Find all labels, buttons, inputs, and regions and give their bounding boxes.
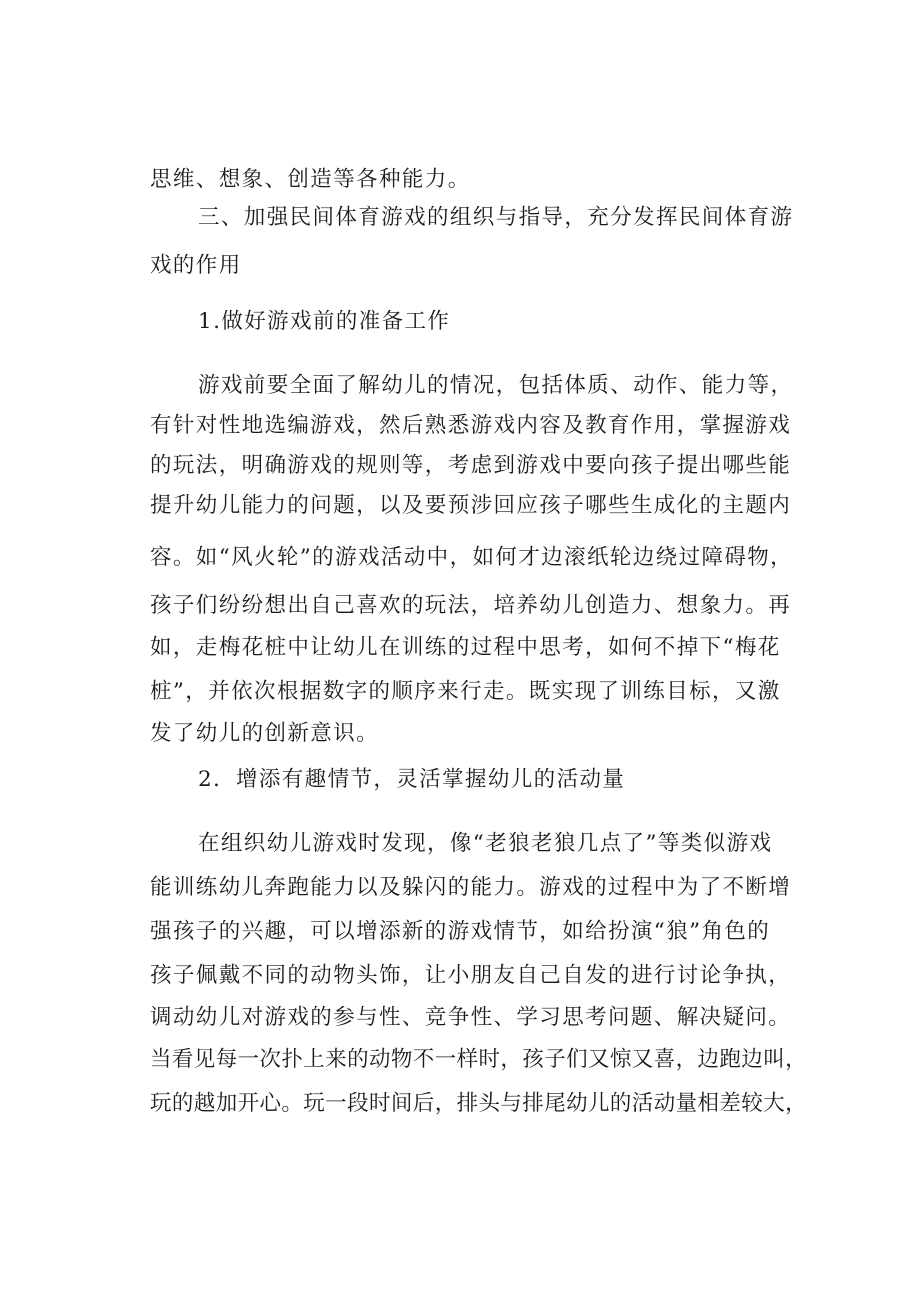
text-line: 如，走梅花桩中让幼儿在训练的过程中思考，如何不掉下“梅花 [150,635,781,660]
text-line: 发了幼儿的创新意识。 [150,721,380,746]
text-line: 容。如“风火轮”的游戏活动中，如何才边滚纸轮边绕过障碍物， [150,545,794,570]
text-line: 当看见每一次扑上来的动物不一样时，孩子们又惊又喜，边跑边叫， [150,1047,808,1072]
text-line: 强孩子的兴趣，可以增添新的游戏情节，如给扮演“狼”角色的 [150,919,771,944]
text-line: 孩子们纷纷想出自己喜欢的玩法，培养幼儿创造力、想象力。再 [150,593,792,618]
text-line: 提升幼儿能力的问题，以及要预涉回应孩子哪些生成化的主题内 [150,493,792,518]
section-heading-3: 三、加强民间体育游戏的组织与指导，充分发挥民间体育游 [198,205,794,230]
subheading-2: 2．增添有趣情节，灵活掌握幼儿的活动量 [198,767,626,792]
text-line: 桩”，并依次根据数字的顺序来行走。既实现了训练目标，又激 [150,679,781,704]
section-heading-3-continued: 戏的作用 [150,253,242,278]
text-line: 孩子佩戴不同的动物头饰，让小朋友自己自发的进行讨论争执， [150,963,792,988]
text-line: 能训练幼儿奔跑能力以及躲闪的能力。游戏的过程中为了不断增 [150,875,792,900]
subheading-1: 1.做好游戏前的准备工作 [198,309,451,334]
text-line: 玩的越加开心。玩一段时间后，排头与排尾幼儿的活动量相差较大， [150,1091,808,1116]
text-line: 思维、想象、创造等各种能力。 [150,167,471,192]
text-line: 有针对性地选编游戏，然后熟悉游戏内容及教育作用，掌握游戏 [150,413,792,438]
text-line: 在组织幼儿游戏时发现，像“老狼老狼几点了”等类似游戏 [198,831,773,856]
text-line: 游戏前要全面了解幼儿的情况，包括体质、动作、能力等， [198,373,794,398]
text-line: 调动幼儿对游戏的参与性、竞争性、学习思考问题、解决疑问。 [150,1005,792,1030]
text-line: 的玩法，明确游戏的规则等，考虑到游戏中要向孩子提出哪些能 [150,453,792,478]
